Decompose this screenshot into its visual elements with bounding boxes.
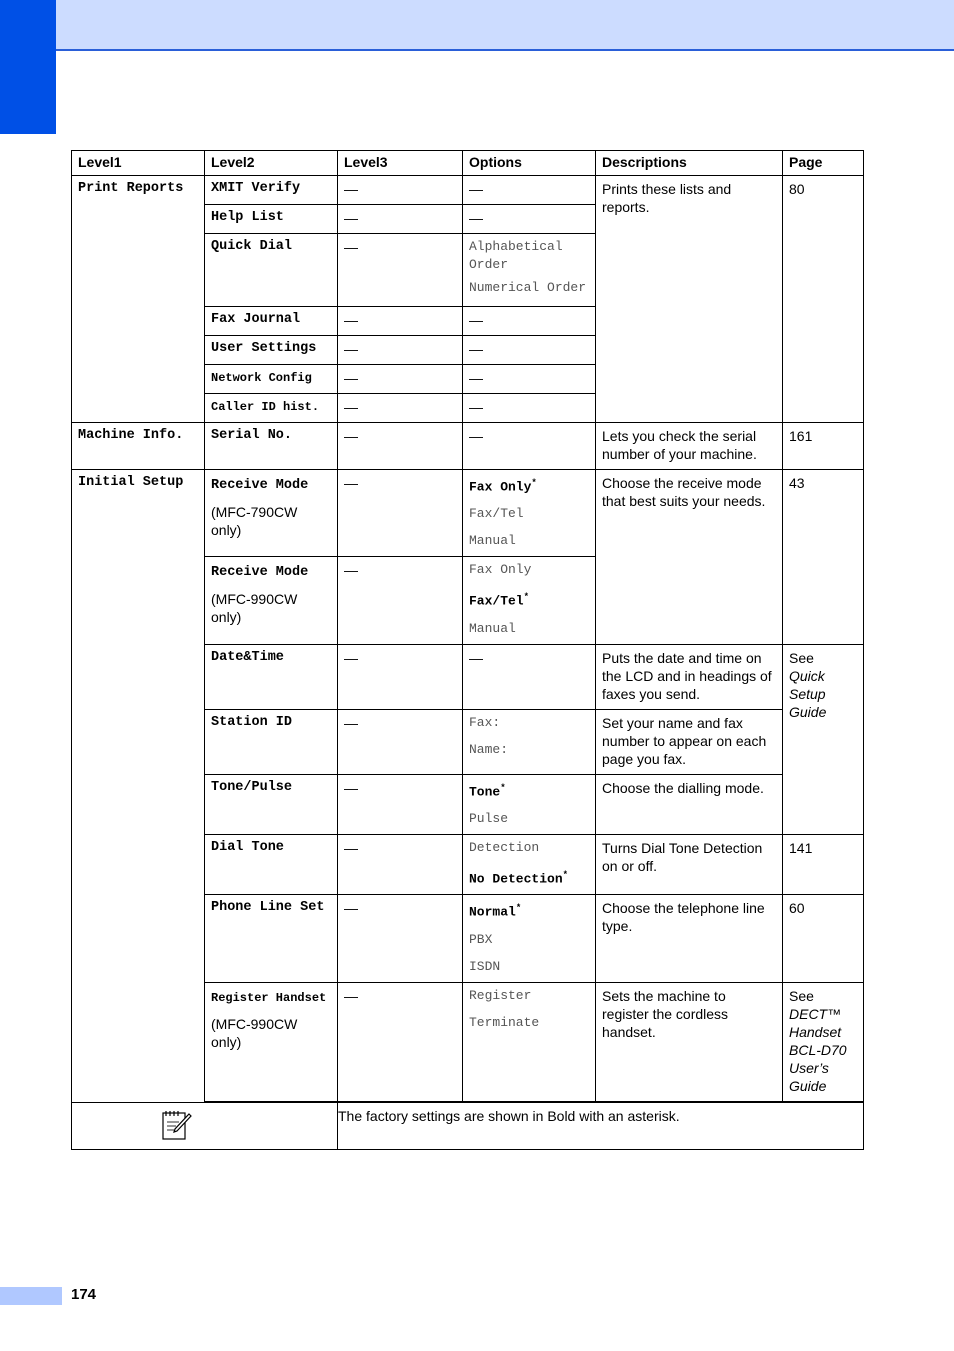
note-pencil-icon xyxy=(162,1109,192,1141)
description-cell: Lets you check the serial number of your machine. xyxy=(596,423,783,470)
option-value: Manual xyxy=(469,533,516,549)
header-band xyxy=(0,0,954,51)
guide-ref: User’s xyxy=(789,1059,829,1076)
level3-cell: — xyxy=(338,307,463,336)
level3-cell: — xyxy=(338,205,463,234)
option-value: Detection xyxy=(469,839,540,855)
option-value: Name: xyxy=(469,741,509,757)
level3-cell: — xyxy=(338,176,463,205)
level2-label: Register Handset xyxy=(211,990,327,1005)
chapter-tab xyxy=(0,0,56,134)
options-cell: — xyxy=(463,205,596,234)
description-cell: Sets the machine to register the cordless handset. xyxy=(596,982,783,1101)
level2-cell: Tone/Pulse xyxy=(205,774,338,834)
level3-cell: — xyxy=(338,394,463,423)
note-cell xyxy=(72,1102,338,1149)
option-value-default: Tone* xyxy=(469,782,506,799)
options-cell: — xyxy=(463,423,596,470)
page-cell: 161 xyxy=(783,423,864,470)
level1-cell: Machine Info. xyxy=(72,423,205,470)
page-cell: 141 xyxy=(783,834,864,894)
options-cell: — xyxy=(463,176,596,205)
level3-cell: — xyxy=(338,336,463,365)
options-cell: — xyxy=(463,307,596,336)
level2-cell: Quick Dial xyxy=(205,234,338,307)
level3-cell: — xyxy=(338,834,463,894)
page-cell xyxy=(783,982,864,1101)
note-row xyxy=(72,1102,864,1149)
level2-cell: Fax Journal xyxy=(205,307,338,336)
level2-cell: User Settings xyxy=(205,336,338,365)
option-value-default: Fax/Tel* xyxy=(469,592,530,609)
level3-cell: — xyxy=(338,709,463,774)
level2-cell xyxy=(205,557,338,644)
level2-cell: Dial Tone xyxy=(205,834,338,894)
option-value: Pulse xyxy=(469,810,509,826)
description-cell: Set your name and fax number to appear on each page you fax. xyxy=(596,709,783,774)
description-cell: Choose the dialling mode. xyxy=(596,774,783,834)
option-value-default: Normal* xyxy=(469,903,522,920)
options-cell xyxy=(463,982,596,1101)
option-value-default: No Detection* xyxy=(469,869,569,887)
options-cell: — xyxy=(463,644,596,709)
guide-ref: Guide xyxy=(789,1077,827,1094)
options-cell xyxy=(463,774,596,834)
level2-label: Receive Mode xyxy=(211,478,309,493)
page-cell: 60 xyxy=(783,895,864,982)
level3-cell: — xyxy=(338,895,463,982)
model-note: (MFC-990CW only) xyxy=(211,591,298,626)
level1-cell: Initial Setup xyxy=(72,470,205,1103)
level2-cell xyxy=(205,470,338,557)
table-row xyxy=(72,176,864,205)
description-cell: Prints these lists and reports. xyxy=(596,176,783,423)
page-cell: 80 xyxy=(783,176,864,423)
option-value: Terminate xyxy=(469,1014,540,1030)
description-cell: Choose the receive mode that best suits your needs. xyxy=(596,470,783,645)
description-cell: Turns Dial Tone Detection on or off. xyxy=(596,834,783,894)
option-value: Fax/Tel xyxy=(469,506,524,522)
model-note: (MFC-990CW only) xyxy=(211,1015,298,1050)
options-cell: — xyxy=(463,365,596,394)
column-header: Page xyxy=(783,151,864,176)
options-cell: — xyxy=(463,394,596,423)
page-prefix: See xyxy=(789,649,814,666)
options-cell xyxy=(463,557,596,644)
model-note: (MFC-790CW only) xyxy=(211,504,298,538)
page-cell: 43 xyxy=(783,470,864,645)
table-header-row xyxy=(72,151,864,176)
column-header: Level1 xyxy=(72,151,205,176)
footnote-text: The factory settings are shown in Bold with an asterisk. xyxy=(338,1102,864,1149)
level2-cell: Network Config xyxy=(205,365,338,394)
option-value: Manual xyxy=(469,620,516,636)
option-value: PBX xyxy=(469,931,493,947)
menu-table xyxy=(71,150,864,1150)
level3-cell: — xyxy=(338,982,463,1101)
options-cell: — xyxy=(463,336,596,365)
level2-cell: Help List xyxy=(205,205,338,234)
level2-cell: Serial No. xyxy=(205,423,338,470)
column-header: Level3 xyxy=(338,151,463,176)
option-value: ISDN xyxy=(469,958,501,974)
page-number: 174 xyxy=(71,1286,97,1303)
guide-ref: DECT™ xyxy=(789,1005,842,1022)
column-header: Options xyxy=(463,151,596,176)
level2-cell: Date&Time xyxy=(205,644,338,709)
page-prefix: See xyxy=(789,987,814,1004)
table-row xyxy=(72,423,864,470)
option-value: Fax: xyxy=(469,714,501,730)
option-value: Fax Only xyxy=(469,562,532,578)
level3-cell: — xyxy=(338,470,463,557)
option-value: Numerical Order xyxy=(469,280,587,295)
guide-ref: Guide xyxy=(789,703,827,720)
level2-cell: Station ID xyxy=(205,709,338,774)
level3-cell: — xyxy=(338,365,463,394)
option-value: Register xyxy=(469,987,532,1003)
level2-cell: Caller ID hist. xyxy=(205,394,338,423)
options-cell xyxy=(463,834,596,894)
level2-cell: XMIT Verify xyxy=(205,176,338,205)
description-cell: Choose the telephone line type. xyxy=(596,895,783,982)
column-header: Level2 xyxy=(205,151,338,176)
guide-ref: BCL-D70 xyxy=(789,1041,847,1058)
level3-cell: — xyxy=(338,423,463,470)
options-cell xyxy=(463,470,596,557)
options-cell xyxy=(463,895,596,982)
level2-cell: Phone Line Set xyxy=(205,895,338,982)
level3-cell: — xyxy=(338,644,463,709)
level1-cell: Print Reports xyxy=(72,176,205,423)
table-row xyxy=(72,470,864,557)
level2-cell xyxy=(205,982,338,1101)
guide-ref: Setup xyxy=(789,685,826,702)
column-header: Descriptions xyxy=(596,151,783,176)
options-cell xyxy=(463,709,596,774)
guide-ref: Quick xyxy=(789,667,825,684)
level3-cell: — xyxy=(338,234,463,307)
option-value-default: Fax Only* xyxy=(469,478,537,495)
level3-cell: — xyxy=(338,557,463,644)
level3-cell: — xyxy=(338,774,463,834)
page-cell xyxy=(783,644,864,834)
level2-label: Receive Mode xyxy=(211,565,309,581)
guide-ref: Handset xyxy=(789,1023,842,1040)
description-cell: Puts the date and time on the LCD and in headings of faxes you send. xyxy=(596,644,783,709)
page-tab xyxy=(0,1287,62,1305)
options-cell xyxy=(463,234,596,307)
option-value: Alphabetical Order xyxy=(469,239,563,272)
